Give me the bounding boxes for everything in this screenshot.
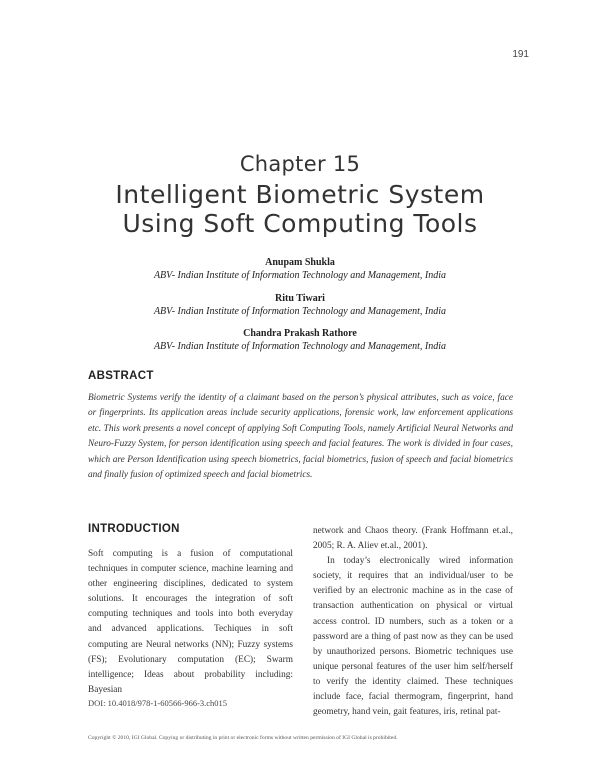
author-affiliation: ABV- Indian Institute of Information Technology and Management, India	[153, 306, 447, 317]
page-number: 191	[512, 49, 529, 60]
author-block-3	[0, 327, 600, 353]
intro-paragraph-left: Soft computing is a fusion of computational techniques in computer science, machine learning and other engineering disciplines, dedicated to system solutions. It encourages the integration of soft computing techniques and tools into both everyday and advanced applications. Techiques in soft computing are Neural networks (NN); Fuzzy systems (FS); Evolutionary computation (EC); Swarm intelligence; Ideas about probability including: Bayesian	[88, 549, 293, 695]
intro-paragraph-right: In today’s electronically wired information society, it requires that an individual/user to be verified by an electronic machine as in the case of transaction authentication on physical or virtual access control. ID numbers, such as a token or a password are a thing of past now as they can be used by unauthorized persons. Biometric techniques use unique personal features of the user him self/herself to verify the identity claimed. These techniques include face, facial thermogram, fingerprint, hand geometry, hand vein, gait features, iris, retinal pat-	[313, 556, 513, 718]
author-block-2	[0, 292, 600, 318]
author-name: Chandra Prakash Rathore	[243, 328, 357, 339]
author-name: Ritu Tiwari	[275, 293, 325, 304]
title-line-2: Using Soft Computing Tools	[122, 209, 478, 238]
chapter-title	[0, 180, 600, 238]
author-block-1	[0, 256, 600, 282]
author-name: Anupam Shukla	[265, 257, 335, 268]
chapter-label: Chapter 15	[239, 152, 361, 176]
doi: DOI: 10.4018/978-1-60566-966-3.ch015	[88, 698, 228, 708]
intro-continuation: network and Chaos theory. (Frank Hoffmann et.al., 2005; R. A. Aliev et.al., 2001).	[313, 526, 513, 552]
abstract-heading: ABSTRACT	[88, 370, 154, 382]
introduction-heading: INTRODUCTION	[88, 523, 180, 535]
left-column	[88, 547, 293, 698]
right-column	[313, 524, 513, 720]
title-line-1: Intelligent Biometric System	[115, 180, 485, 209]
author-affiliation: ABV- Indian Institute of Information Technology and Management, India	[153, 341, 447, 352]
author-affiliation: ABV- Indian Institute of Information Technology and Management, India	[153, 270, 447, 281]
abstract-text: Biometric Systems verify the identity of a claimant based on the person’s physical attributes, such as voice, face or fingerprints. Its application areas include security applications, forensic work, law enforcement applications etc. This work presents a novel concept of applying Soft Computing Tools, namely Artificial Neural Networks and Neuro-Fuzzy System, for person identification using speech and facial features. The work is divided in four cases, which are Person Identification using speech biometrics, facial biometrics, fusion of speech and facial biometrics and finally fusion of optimized speech and facial biometrics.	[88, 393, 513, 481]
copyright-notice: Copyright © 2010, IGI Global. Copying or distributing in print or electronic forms without written permission of IGI Global is prohibited.	[88, 735, 398, 741]
